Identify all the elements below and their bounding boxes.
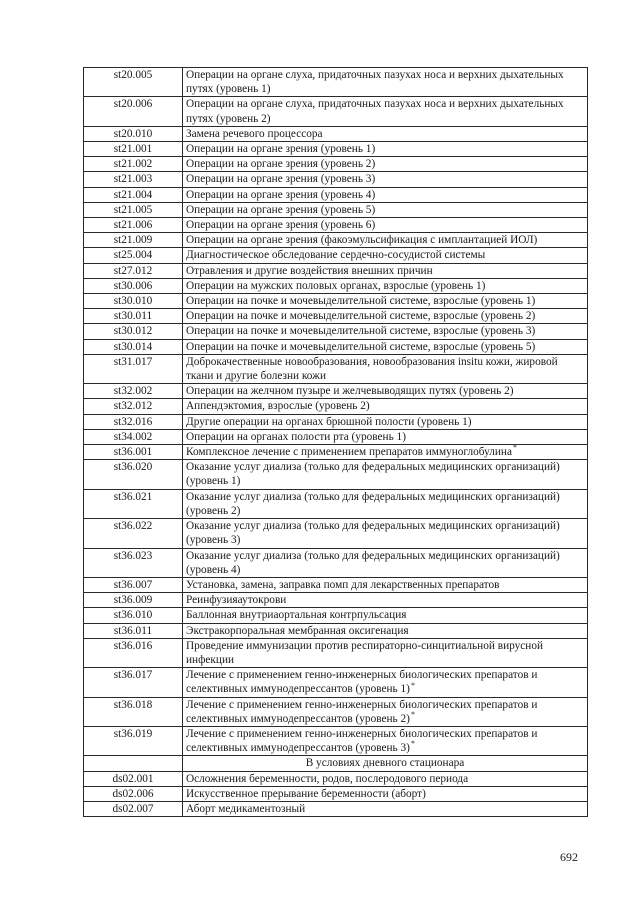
code-cell: st32.012 xyxy=(84,399,183,414)
code-cell: st31.017 xyxy=(84,354,183,383)
name-cell xyxy=(183,339,588,354)
table-row xyxy=(84,294,588,309)
code-cell: st25.004 xyxy=(84,248,183,263)
name-cell xyxy=(183,68,588,97)
name-text: Замена речевого процессора xyxy=(186,127,323,140)
table-row xyxy=(84,593,588,608)
footnote-mark: * xyxy=(410,680,415,690)
name-text: Оказание услуг диализа (только для федеральных медицинских организаций) (уровень 4) xyxy=(186,549,560,576)
name-text: Лечение с применением генно-инженерных биологических препаратов и селективных иммунодепрессантов (уровень 2) xyxy=(186,698,538,725)
table-row xyxy=(84,202,588,217)
table-row xyxy=(84,68,588,97)
section-heading: В условиях дневного стационара xyxy=(183,756,588,771)
code-cell: ds02.006 xyxy=(84,786,183,801)
section-row xyxy=(84,756,588,771)
name-text: Операции на органе слуха, придаточных пазухах носа и верхних дыхательных путях (уровень 1) xyxy=(186,69,564,96)
code-cell: st32.002 xyxy=(84,384,183,399)
table-row xyxy=(84,126,588,141)
name-cell xyxy=(183,608,588,623)
name-cell xyxy=(183,126,588,141)
code-cell: st21.002 xyxy=(84,157,183,172)
table-row xyxy=(84,218,588,233)
name-cell xyxy=(183,142,588,157)
code-cell: st36.021 xyxy=(84,489,183,518)
name-cell xyxy=(183,668,588,697)
table-row xyxy=(84,429,588,444)
table-row xyxy=(84,414,588,429)
section-code-cell xyxy=(84,756,183,771)
table-row xyxy=(84,172,588,187)
table-row xyxy=(84,771,588,786)
name-cell xyxy=(183,726,588,755)
name-text: Доброкачественные новообразования, новообразования insitu кожи, жировой ткани и другие болезни кожи xyxy=(186,355,558,383)
table-row xyxy=(84,623,588,638)
name-text: Другие операции на органах брюшной полости (уровень 1) xyxy=(186,415,472,428)
code-cell: st21.005 xyxy=(84,202,183,217)
table-row xyxy=(84,399,588,414)
name-text: Операции на органе зрения (уровень 4) xyxy=(186,188,376,201)
code-cell: st30.010 xyxy=(84,294,183,309)
name-text: Аборт медикаментозный xyxy=(186,802,306,815)
name-cell xyxy=(183,786,588,801)
name-text: Искусственное прерывание беременности (аборт) xyxy=(186,787,426,800)
table-row xyxy=(84,384,588,399)
code-cell: st21.006 xyxy=(84,218,183,233)
code-cell: st21.004 xyxy=(84,187,183,202)
table-row xyxy=(84,354,588,383)
table-row xyxy=(84,726,588,755)
table-row xyxy=(84,638,588,667)
code-cell: st36.019 xyxy=(84,726,183,755)
table-row xyxy=(84,786,588,801)
name-text: Экстракорпоральная мембранная оксигенация xyxy=(186,624,409,637)
name-cell xyxy=(183,202,588,217)
name-cell xyxy=(183,309,588,324)
code-cell: ds02.007 xyxy=(84,801,183,816)
footnote-mark: * xyxy=(513,443,517,453)
name-cell xyxy=(183,324,588,339)
name-cell xyxy=(183,801,588,816)
name-cell xyxy=(183,548,588,577)
name-text: Операции на органе зрения (уровень 1) xyxy=(186,143,376,156)
name-cell xyxy=(183,429,588,444)
name-cell xyxy=(183,623,588,638)
table-row xyxy=(84,697,588,726)
tariff-codes-table xyxy=(83,67,588,817)
name-cell xyxy=(183,577,588,592)
table-row xyxy=(84,801,588,816)
name-cell xyxy=(183,519,588,548)
code-cell: st30.014 xyxy=(84,339,183,354)
name-cell xyxy=(183,97,588,126)
name-cell xyxy=(183,172,588,187)
code-cell: st21.003 xyxy=(84,172,183,187)
code-cell: st36.020 xyxy=(84,460,183,489)
table-row xyxy=(84,309,588,324)
table-row xyxy=(84,157,588,172)
code-cell: st36.011 xyxy=(84,623,183,638)
name-cell xyxy=(183,263,588,278)
table-row xyxy=(84,248,588,263)
table-row xyxy=(84,142,588,157)
footnote-mark: * xyxy=(410,739,415,749)
code-cell: st30.011 xyxy=(84,309,183,324)
code-cell: st36.009 xyxy=(84,593,183,608)
name-text: Аппендэктомия, взрослые (уровень 2) xyxy=(186,400,370,413)
name-cell xyxy=(183,354,588,383)
table-row xyxy=(84,233,588,248)
name-cell xyxy=(183,489,588,518)
table-row xyxy=(84,668,588,697)
table-row xyxy=(84,278,588,293)
name-text: Операции на органе слуха, придаточных пазухах носа и верхних дыхательных путях (уровень 2) xyxy=(186,98,564,125)
name-cell xyxy=(183,399,588,414)
name-text: Операции на органе зрения (уровень 2) xyxy=(186,158,376,171)
name-cell xyxy=(183,445,588,460)
code-cell: st30.006 xyxy=(84,278,183,293)
name-cell xyxy=(183,218,588,233)
table-row xyxy=(84,489,588,518)
code-cell: st21.009 xyxy=(84,233,183,248)
table-row xyxy=(84,445,588,460)
table-row xyxy=(84,339,588,354)
name-cell xyxy=(183,384,588,399)
name-text: Операции на органах полости рта (уровень 1) xyxy=(186,430,406,443)
name-text: Операции на почке и мочевыделительной системе, взрослые (уровень 1) xyxy=(186,295,536,308)
table-row xyxy=(84,187,588,202)
name-cell xyxy=(183,638,588,667)
code-cell: st32.016 xyxy=(84,414,183,429)
name-cell xyxy=(183,157,588,172)
name-cell xyxy=(183,187,588,202)
table-row xyxy=(84,548,588,577)
code-cell: st36.018 xyxy=(84,697,183,726)
name-text: Операции на почке и мочевыделительной системе, взрослые (уровень 2) xyxy=(186,310,536,323)
name-text: Лечение с применением генно-инженерных биологических препаратов и селективных иммунодепрессантов (уровень 3) xyxy=(186,727,538,755)
name-text: Операции на органе зрения (уровень 6) xyxy=(186,219,376,232)
name-text: Лечение с применением генно-инженерных биологических препаратов и селективных иммунодепрессантов (уровень 1) xyxy=(186,669,538,696)
name-text: Проведение иммунизации против респираторно-синцитиальной вирусной инфекции xyxy=(186,639,544,666)
table-row xyxy=(84,519,588,548)
table-row xyxy=(84,97,588,126)
name-text: Оказание услуг диализа (только для федеральных медицинских организаций) (уровень 2) xyxy=(186,490,560,517)
code-cell: st20.010 xyxy=(84,126,183,141)
code-cell: st36.001 xyxy=(84,445,183,460)
table-row xyxy=(84,608,588,623)
name-text: Осложнения беременности, родов, послеродового периода xyxy=(186,772,469,785)
table-row xyxy=(84,263,588,278)
page-number: 692 xyxy=(560,850,578,864)
code-cell: st36.007 xyxy=(84,577,183,592)
code-cell: st36.010 xyxy=(84,608,183,623)
code-cell: st36.022 xyxy=(84,519,183,548)
code-cell: st21.001 xyxy=(84,142,183,157)
name-cell xyxy=(183,233,588,248)
name-text: Операции на почке и мочевыделительной системе, взрослые (уровень 5) xyxy=(186,340,536,353)
code-cell: st20.005 xyxy=(84,68,183,97)
name-cell xyxy=(183,278,588,293)
name-cell xyxy=(183,593,588,608)
name-text: Реинфузияаутокрови xyxy=(186,594,287,607)
name-text: Отравления и другие воздействия внешних причин xyxy=(186,264,433,277)
code-cell: st20.006 xyxy=(84,97,183,126)
code-cell: st36.016 xyxy=(84,638,183,667)
name-text: Баллонная внутриаортальная контрпульсация xyxy=(186,609,407,622)
name-cell xyxy=(183,771,588,786)
table-row xyxy=(84,460,588,489)
name-cell xyxy=(183,414,588,429)
code-cell: st36.023 xyxy=(84,548,183,577)
name-cell xyxy=(183,248,588,263)
name-cell xyxy=(183,294,588,309)
name-text: Операции на органе зрения (факоэмульсификация с имплантацией ИОЛ) xyxy=(186,234,538,247)
code-cell: ds02.001 xyxy=(84,771,183,786)
name-text: Операции на мужских половых органах, взрослые (уровень 1) xyxy=(186,279,486,292)
name-text: Оказание услуг диализа (только для федеральных медицинских организаций) (уровень 1) xyxy=(186,461,560,488)
name-text: Операции на желчном пузыре и желчевыводящих путях (уровень 2) xyxy=(186,385,514,398)
table-row xyxy=(84,324,588,339)
name-text: Операции на почке и мочевыделительной системе, взрослые (уровень 3) xyxy=(186,325,536,338)
name-cell xyxy=(183,460,588,489)
name-text: Операции на органе зрения (уровень 3) xyxy=(186,173,376,186)
code-cell: st30.012 xyxy=(84,324,183,339)
table-row xyxy=(84,577,588,592)
name-text: Комплексное лечение с применением препаратов иммуноглобулина xyxy=(186,446,512,459)
code-cell: st27.012 xyxy=(84,263,183,278)
name-text: Установка, замена, заправка помп для лекарственных препаратов xyxy=(186,578,500,591)
name-text: Оказание услуг диализа (только для федеральных медицинских организаций) (уровень 3) xyxy=(186,520,560,547)
name-cell xyxy=(183,697,588,726)
name-text: Диагностическое обследование сердечно-сосудистой системы xyxy=(186,249,486,262)
footnote-mark: * xyxy=(410,709,415,719)
code-cell: st34.002 xyxy=(84,429,183,444)
table-body xyxy=(84,68,588,817)
code-cell: st36.017 xyxy=(84,668,183,697)
name-text: Операции на органе зрения (уровень 5) xyxy=(186,203,376,216)
